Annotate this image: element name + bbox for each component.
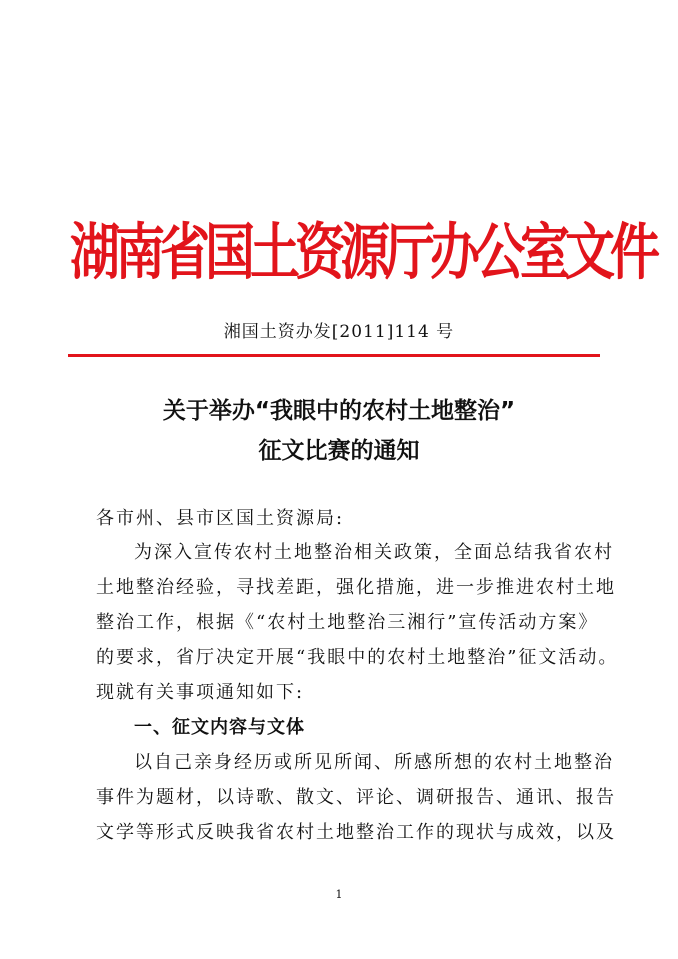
red-divider-line bbox=[68, 354, 600, 357]
notice-title-line-1: 关于举办“我眼中的农村土地整治” bbox=[162, 398, 516, 424]
paragraph-1-line: 整治工作，根据《“农村土地整治三湘行”宣传活动方案》 bbox=[96, 612, 599, 633]
paragraph-1-line: 的要求，省厅决定开展“我眼中的农村土地整治”征文活动。 bbox=[96, 647, 619, 668]
section-1-heading: 一、征文内容与文体 bbox=[134, 717, 305, 738]
page-number: 1 bbox=[335, 888, 343, 901]
paragraph-2-line: 以自己亲身经历或所见所闻、所感所想的农村土地整治 bbox=[134, 752, 614, 773]
paragraph-1-line: 现就有关事项通知如下: bbox=[96, 682, 305, 703]
paragraph-1-line: 为深入宣传农村土地整治相关政策，全面总结我省农村 bbox=[134, 542, 614, 563]
salutation: 各市州、县市区国土资源局: bbox=[96, 508, 345, 529]
masthead-title: 湖南省国土资源厅办公室文件 bbox=[70, 216, 655, 288]
notice-title-line-2: 征文比赛的通知 bbox=[258, 438, 420, 464]
paragraph-2-line: 事件为题材，以诗歌、散文、评论、调研报告、通讯、报告 bbox=[96, 787, 616, 808]
paragraph-1-line: 土地整治经验，寻找差距，强化措施，进一步推进农村土地 bbox=[96, 577, 616, 598]
document-number: 湘国土资办发[2011]114 号 bbox=[223, 322, 455, 342]
paragraph-2-line: 文学等形式反映我省农村土地整治工作的现状与成效，以及 bbox=[96, 822, 616, 843]
